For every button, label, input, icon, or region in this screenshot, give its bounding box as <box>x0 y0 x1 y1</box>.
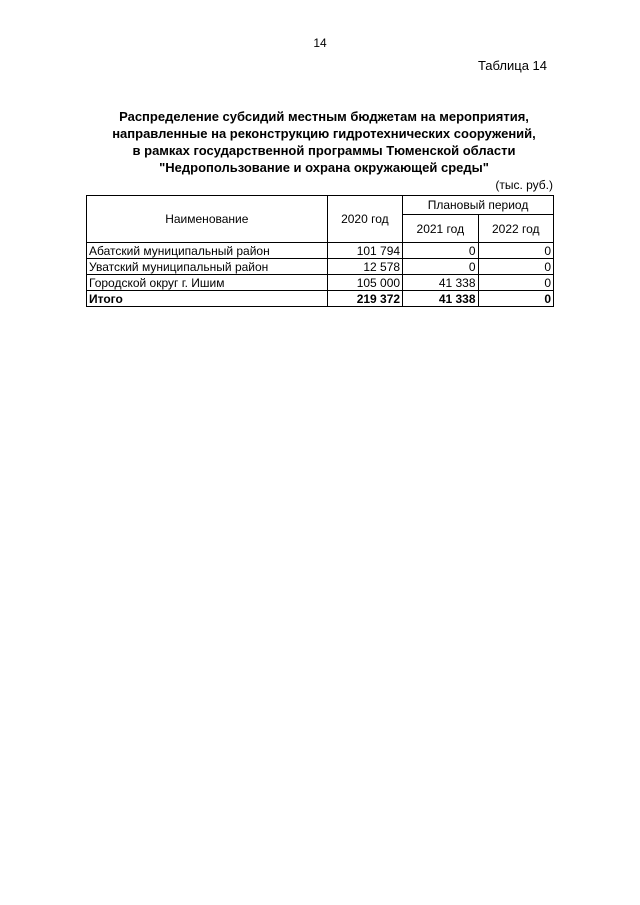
total-2020: 219 372 <box>327 291 402 307</box>
row-2022: 0 <box>478 259 553 275</box>
row-2022: 0 <box>478 275 553 291</box>
total-label: Итого <box>87 291 328 307</box>
header-2022: 2022 год <box>478 215 553 243</box>
row-2020: 12 578 <box>327 259 402 275</box>
row-name: Абатский муниципальный район <box>87 243 328 259</box>
table-row <box>87 259 554 275</box>
row-2021: 0 <box>403 259 478 275</box>
page-number: 14 <box>313 36 327 50</box>
header-name: Наименование <box>87 196 328 243</box>
units-label: (тыс. руб.) <box>495 178 553 192</box>
document-title <box>60 108 588 176</box>
row-name: Городской округ г. Ишим <box>87 275 328 291</box>
row-2021: 0 <box>403 243 478 259</box>
title-line-4: "Недропользование и охрана окружающей среды" <box>159 160 489 175</box>
row-2020: 101 794 <box>327 243 402 259</box>
subsidy-table <box>86 195 554 307</box>
table-row <box>87 275 554 291</box>
row-name: Уватский муниципальный район <box>87 259 328 275</box>
row-2020: 105 000 <box>327 275 402 291</box>
title-line-1: Распределение субсидий местным бюджетам на мероприятия, <box>119 109 529 124</box>
total-2021: 41 338 <box>403 291 478 307</box>
row-2021: 41 338 <box>403 275 478 291</box>
total-2022: 0 <box>478 291 553 307</box>
title-line-3: в рамках государственной программы Тюменской области <box>132 143 516 158</box>
table-caption: Таблица 14 <box>477 58 547 73</box>
header-2021: 2021 год <box>403 215 478 243</box>
header-2020: 2020 год <box>327 196 402 243</box>
row-2022: 0 <box>478 243 553 259</box>
table-total-row <box>87 291 554 307</box>
header-planned-period: Плановый период <box>403 196 554 215</box>
table-row <box>87 243 554 259</box>
title-line-2: направленные на реконструкцию гидротехнических сооружений, <box>112 126 536 141</box>
